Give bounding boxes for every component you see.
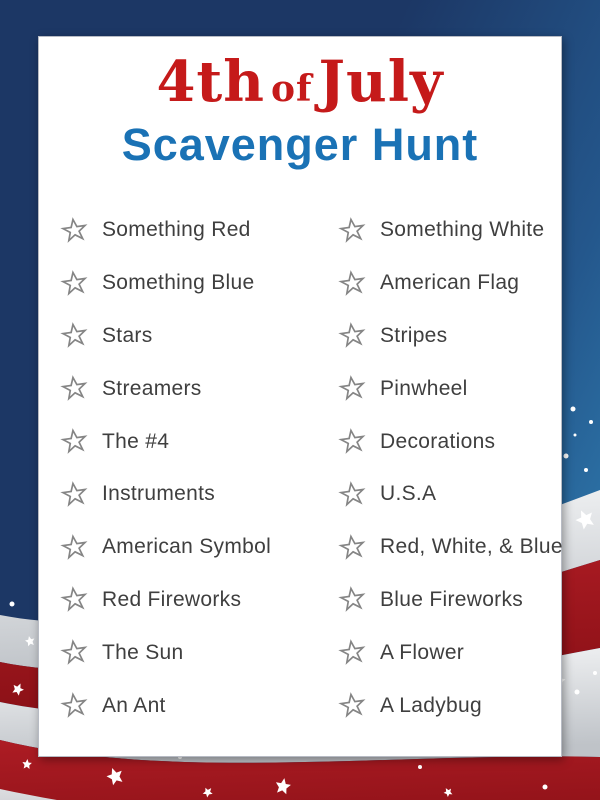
list-item	[59, 626, 337, 679]
star-checkbox-icon[interactable]	[59, 427, 89, 457]
star-checkbox-icon[interactable]	[337, 479, 367, 509]
star-checkbox-icon[interactable]	[59, 479, 89, 509]
page-subtitle: Scavenger Hunt	[121, 119, 479, 170]
star-checkbox-icon[interactable]	[337, 691, 367, 721]
poster-card	[38, 36, 562, 757]
item-label: Pinwheel	[380, 376, 468, 400]
item-label: Stars	[102, 323, 153, 347]
item-label: U.S.A	[380, 482, 437, 506]
list-item	[59, 468, 337, 521]
item-label: The Sun	[102, 640, 184, 664]
item-label: American Flag	[380, 271, 520, 295]
star-checkbox-icon[interactable]	[59, 638, 89, 668]
item-label: American Symbol	[102, 535, 272, 559]
star-checkbox-icon[interactable]	[337, 532, 367, 562]
item-label: A Ladybug	[380, 693, 482, 717]
star-checkbox-icon[interactable]	[59, 268, 89, 298]
list-item	[59, 257, 337, 310]
star-checkbox-icon[interactable]	[337, 268, 367, 298]
list-item	[59, 362, 337, 415]
list-item	[337, 310, 563, 363]
star-checkbox-icon[interactable]	[337, 321, 367, 351]
item-label: A Flower	[380, 640, 465, 664]
hunt-column-left	[59, 204, 337, 732]
list-item	[337, 204, 563, 257]
item-label: Red Fireworks	[102, 587, 242, 611]
item-label: The #4	[102, 429, 170, 453]
page-title	[39, 51, 561, 115]
list-item	[59, 574, 337, 627]
list-item	[337, 257, 563, 310]
title-word-of: of	[271, 68, 313, 110]
star-checkbox-icon[interactable]	[337, 638, 367, 668]
item-label: Decorations	[380, 429, 496, 453]
star-checkbox-icon[interactable]	[59, 691, 89, 721]
star-checkbox-icon[interactable]	[337, 427, 367, 457]
star-checkbox-icon[interactable]	[59, 321, 89, 351]
title-word-july: July	[318, 49, 444, 115]
item-label: Something Blue	[102, 271, 255, 295]
item-label: Something Red	[102, 218, 251, 242]
star-checkbox-icon[interactable]	[337, 215, 367, 245]
item-label: Blue Fireworks	[380, 587, 524, 611]
item-label: Red, White, & Blue	[380, 535, 563, 559]
star-checkbox-icon[interactable]	[59, 215, 89, 245]
list-item	[59, 415, 337, 468]
item-label: An Ant	[102, 693, 166, 717]
star-checkbox-icon[interactable]	[59, 374, 89, 404]
item-label: Something White	[380, 218, 545, 242]
title-word-4th: 4th	[156, 49, 265, 115]
list-item	[337, 521, 563, 574]
list-item	[59, 521, 337, 574]
star-checkbox-icon[interactable]	[59, 532, 89, 562]
item-label: Streamers	[102, 376, 202, 400]
item-label: Instruments	[102, 482, 216, 506]
star-checkbox-icon[interactable]	[337, 374, 367, 404]
star-checkbox-icon[interactable]	[337, 585, 367, 615]
hunt-column-right	[337, 204, 563, 732]
list-item	[337, 574, 563, 627]
item-label: Stripes	[380, 323, 448, 347]
list-item	[59, 679, 337, 732]
list-item	[59, 204, 337, 257]
list-item	[337, 468, 563, 521]
hunt-list	[39, 204, 561, 732]
list-item	[337, 679, 563, 732]
list-item	[59, 310, 337, 363]
list-item	[337, 415, 563, 468]
star-checkbox-icon[interactable]	[59, 585, 89, 615]
list-item	[337, 362, 563, 415]
list-item	[337, 626, 563, 679]
